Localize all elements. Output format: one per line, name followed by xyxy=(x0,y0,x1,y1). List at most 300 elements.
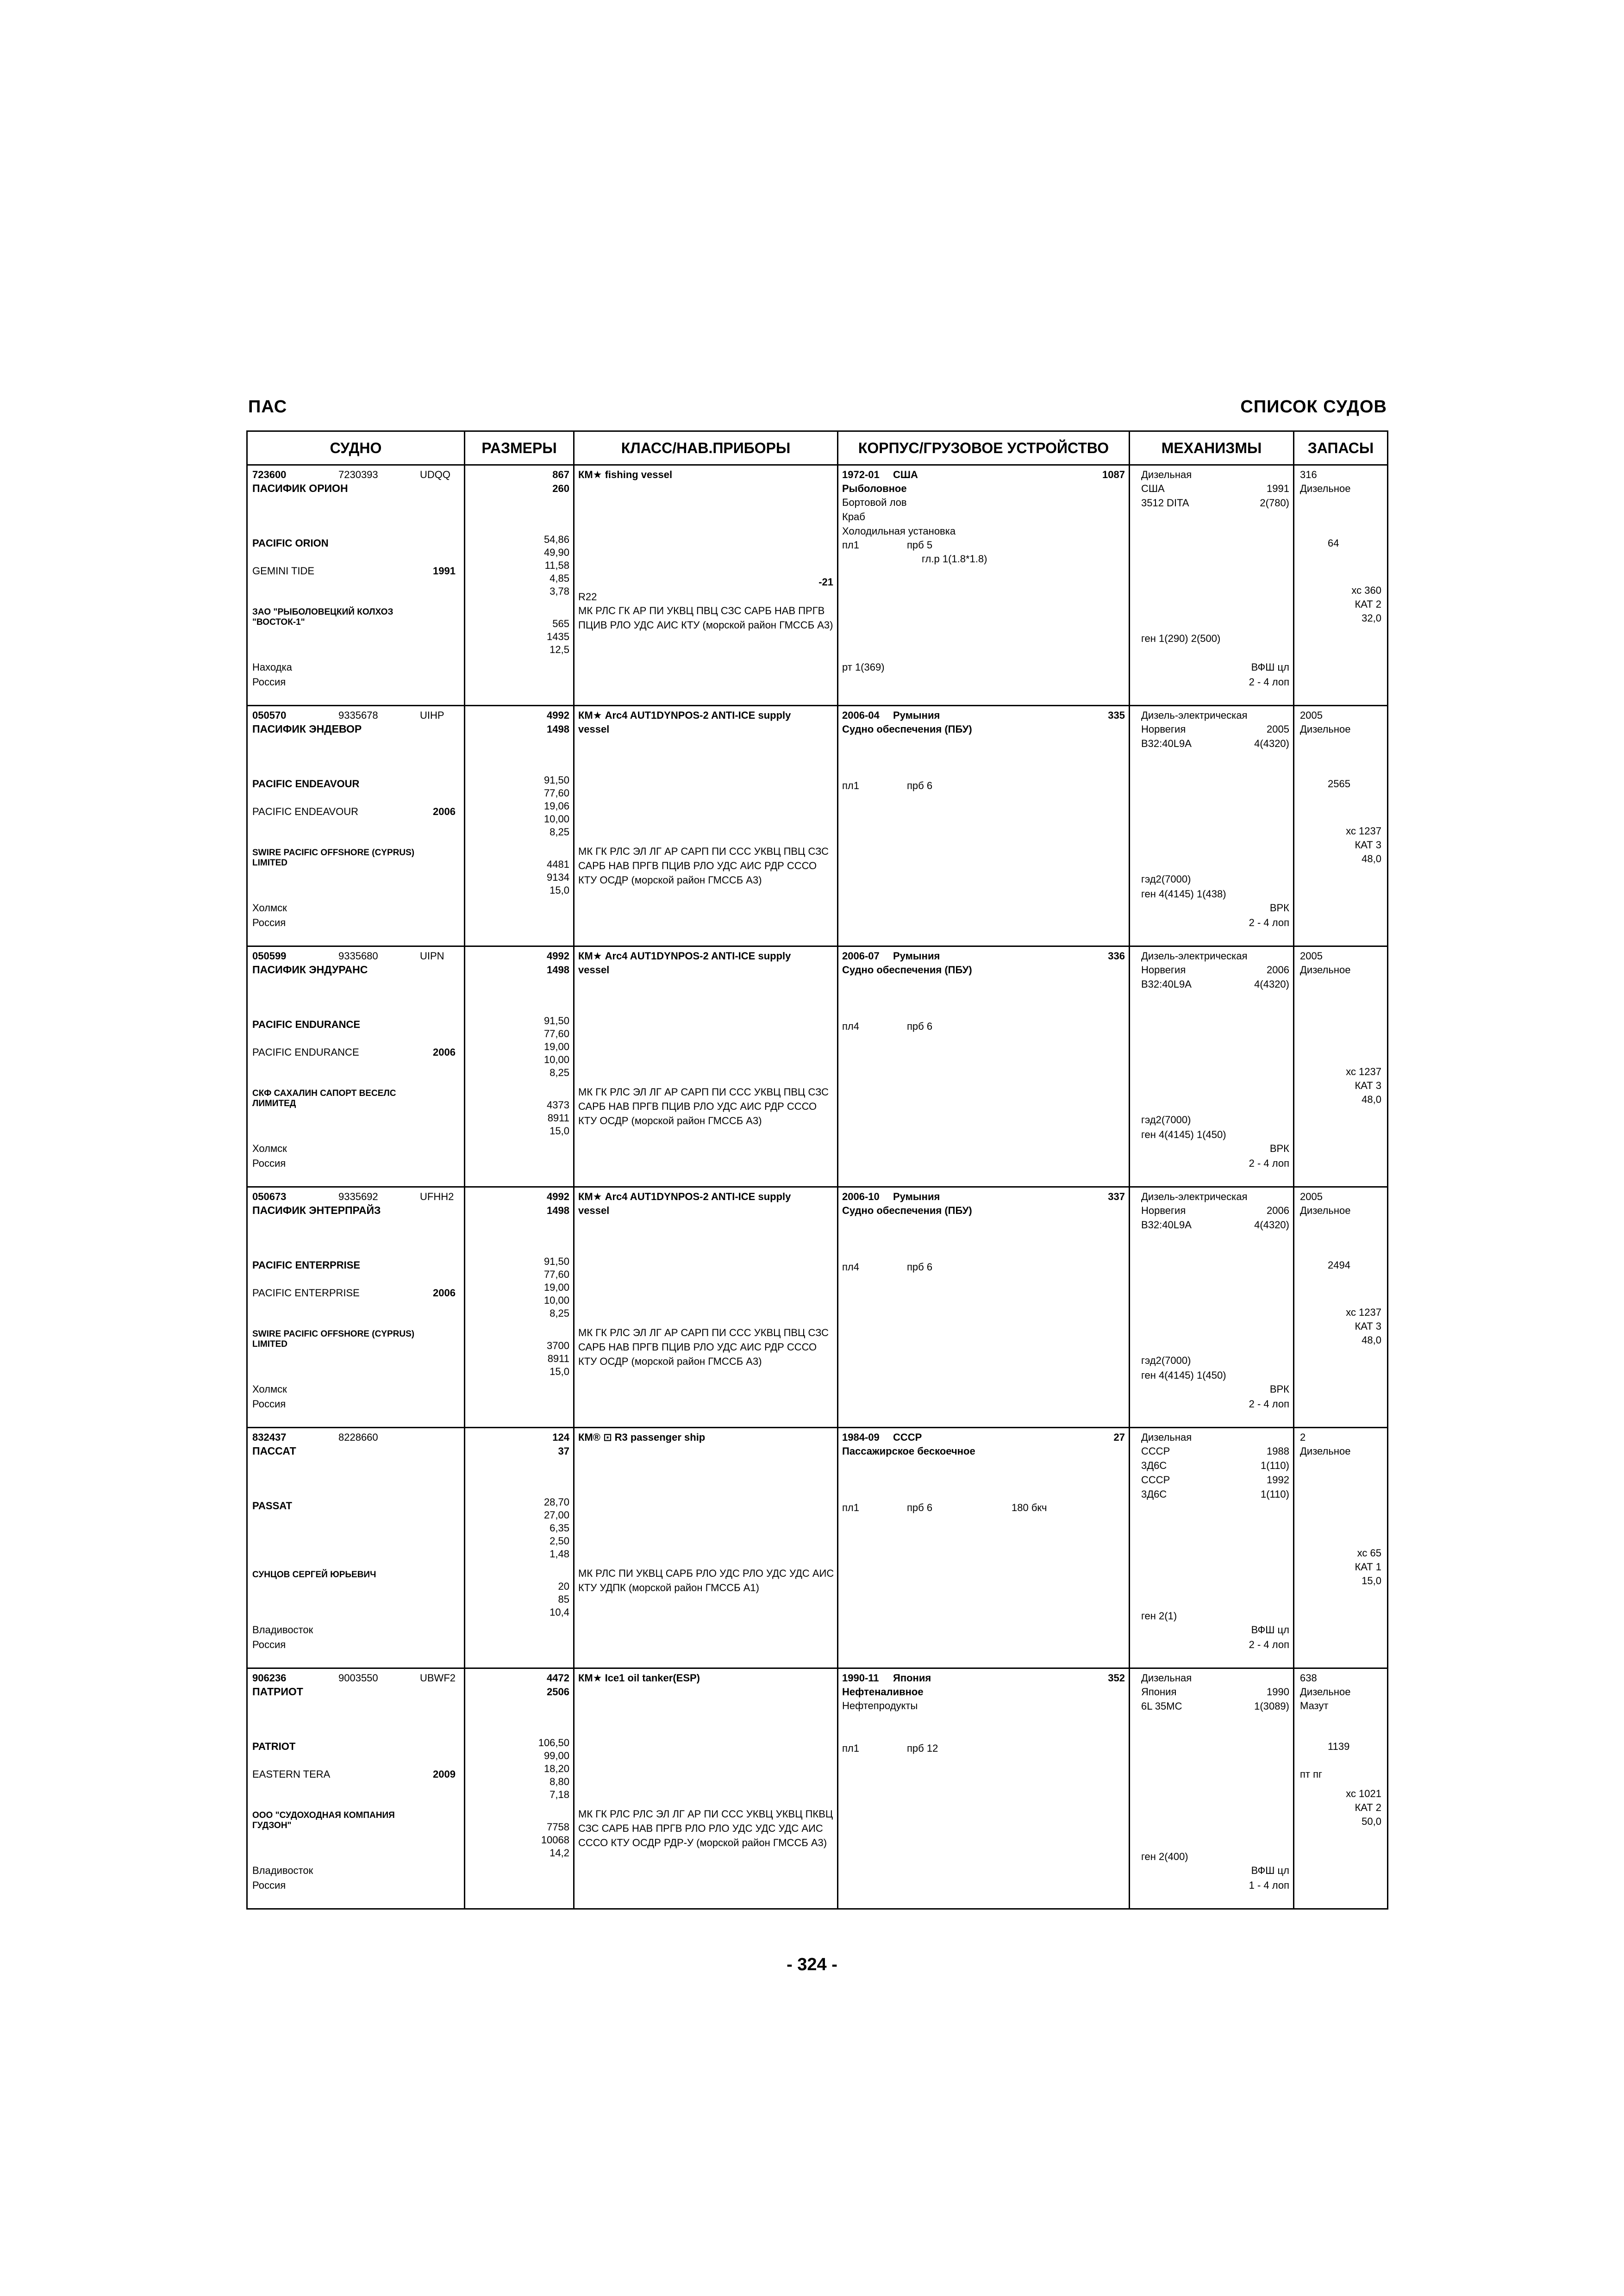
dimensions-cell xyxy=(465,465,574,706)
list-item: 91,50 xyxy=(543,1015,569,1027)
list-item: 106,50 xyxy=(538,1737,569,1748)
ship-record xyxy=(247,1187,1388,1428)
deadweight-list xyxy=(541,1821,569,1860)
flag-country: Россия xyxy=(252,1879,286,1891)
gross-tonnage: 4992 xyxy=(547,950,569,962)
hull-features xyxy=(842,1699,918,1713)
former-name-year: 2006 xyxy=(433,1287,456,1299)
list-item: 20 xyxy=(558,1580,569,1592)
dimensions-list xyxy=(544,1014,569,1079)
net-tonnage: 260 xyxy=(552,483,569,494)
ship-cell xyxy=(247,1668,465,1909)
class-notation-cont: vessel xyxy=(578,723,610,735)
fuel-type: Дизельное xyxy=(1300,483,1351,494)
propeller-blades: 1 - 4 лоп xyxy=(1249,1879,1289,1891)
class-notation: КМ★ Ice1 oil tanker(ESP) xyxy=(578,1672,700,1684)
cargo-hold: рт 1(369) xyxy=(842,661,885,673)
engine-value: 4(4320) xyxy=(1254,978,1289,990)
owner: СКФ САХАЛИН САПОРТ ВЕСЕЛС ЛИМИТЕД xyxy=(252,1089,396,1108)
gross-tonnage: 4992 xyxy=(547,1191,569,1202)
owner: ООО "СУДОХОДНАЯ КОМПАНИЯ ГУДЗОН" xyxy=(252,1811,395,1830)
engine-value: 2005 xyxy=(1267,723,1289,735)
machinery-cell xyxy=(1130,706,1294,946)
home-port: Находка xyxy=(252,661,292,673)
list-item: 8911 xyxy=(547,1112,569,1124)
former-name-year: 2006 xyxy=(433,806,456,817)
list-item: 15,0 xyxy=(550,1366,569,1377)
page-header-left: ПАС xyxy=(248,397,287,417)
gross-tonnage: 867 xyxy=(552,469,569,480)
hull-cell xyxy=(838,706,1130,946)
engine-value: 4(4320) xyxy=(1254,738,1289,749)
imo-number: 8228660 xyxy=(338,1431,378,1443)
list-item: 19,00 xyxy=(543,1282,569,1293)
engine-list xyxy=(1141,481,1289,510)
ship-name-ru: ПАСИФИК ЭНДЕВОР xyxy=(252,723,362,735)
former-name: PACIFIC ENDEAVOUR xyxy=(252,806,358,817)
stock-year: 2005 xyxy=(1300,1191,1323,1202)
stock-value: 32,0 xyxy=(1362,612,1381,624)
engine-row xyxy=(1141,481,1289,496)
ship-name-en: PACIFIC ENDEAVOUR xyxy=(252,778,360,790)
deck-count: пл1 xyxy=(842,1742,859,1754)
ship-name-ru: ПАСИФИК ЭНДУРАНС xyxy=(252,964,368,976)
fuel-capacity: 1139 xyxy=(1328,1741,1350,1752)
ship-cell xyxy=(247,946,465,1187)
list-item: 27,00 xyxy=(543,1509,569,1521)
engine-list xyxy=(1141,1685,1289,1713)
engine-maker: Норвегия xyxy=(1141,964,1186,976)
fuel-type: Дизельное xyxy=(1300,723,1351,735)
col-header-dimensions: РАЗМЕРЫ xyxy=(465,431,574,465)
call-sign: UIPN xyxy=(420,950,444,962)
page-number: - 324 - xyxy=(787,1955,837,1974)
engine-value: 1992 xyxy=(1267,1474,1289,1486)
list-item: 3,78 xyxy=(550,585,569,597)
ship-name-ru: ПАСИФИК ОРИОН xyxy=(252,482,348,494)
build-date: 1972-01 xyxy=(842,469,880,480)
list-item: 10,00 xyxy=(543,1294,569,1306)
ship-name-en: PACIFIC ENTERPRISE xyxy=(252,1259,361,1271)
engine-maker: СССР xyxy=(1141,1474,1170,1486)
category: КАТ 2 xyxy=(1355,1802,1381,1813)
hull-number: 337 xyxy=(1108,1191,1125,1202)
owner: SWIRE PACIFIC OFFSHORE (CYPRUS) LIMITED xyxy=(252,848,415,868)
generator-main: гэд2(7000) xyxy=(1141,1355,1191,1366)
engine-value: 1990 xyxy=(1267,1686,1289,1698)
engine-row xyxy=(1141,977,1289,991)
class-notation: КМ★ fishing vessel xyxy=(578,469,673,480)
former-name: GEMINI TIDE xyxy=(252,565,315,577)
engine-maker: B32:40L9A xyxy=(1141,978,1192,990)
reg-number: 906236 xyxy=(252,1672,287,1684)
dimensions-cell xyxy=(465,1428,574,1668)
owner: СУНЦОВ СЕРГЕЙ ЮРЬЕВИЧ xyxy=(252,1570,376,1580)
ship-record xyxy=(247,1428,1388,1668)
table-header-row xyxy=(247,431,1388,465)
class-cell xyxy=(574,465,838,706)
hull-number: 352 xyxy=(1108,1672,1125,1684)
machinery-cell xyxy=(1130,946,1294,1187)
build-country: Япония xyxy=(893,1672,931,1684)
engine-list xyxy=(1141,1203,1289,1232)
cargo-hatch: гл.р 1(1.8*1.8) xyxy=(922,553,987,565)
list-item: 77,60 xyxy=(543,1269,569,1280)
category: КАТ 2 xyxy=(1355,598,1381,610)
bulkhead-count: прб 6 xyxy=(907,1020,933,1032)
fuel-capacity: 2494 xyxy=(1328,1259,1350,1271)
fuel-type: Дизельное xyxy=(1300,1686,1351,1698)
reg-number: 832437 xyxy=(252,1431,287,1443)
ship-name-en: PACIFIC ORION xyxy=(252,537,329,549)
engine-value: 2006 xyxy=(1267,964,1289,976)
generator-main: ген 1(290) 2(500) xyxy=(1141,633,1221,644)
list-item: 8,25 xyxy=(550,826,569,838)
imo-number: 7230393 xyxy=(338,469,378,480)
propeller-blades: 2 - 4 лоп xyxy=(1249,676,1289,688)
stock-value: 48,0 xyxy=(1362,853,1381,865)
cold-storage: хс 65 xyxy=(1357,1547,1381,1559)
ship-name-en: PATRIOT xyxy=(252,1741,296,1752)
former-name: PACIFIC ENTERPRISE xyxy=(252,1287,360,1299)
flag-country: Россия xyxy=(252,1157,286,1169)
list-item: 8,25 xyxy=(550,1307,569,1319)
ship-name-en: PACIFIC ENDURANCE xyxy=(252,1019,361,1030)
stock-value: 48,0 xyxy=(1362,1094,1381,1105)
list-item: 12,5 xyxy=(550,644,569,655)
class-cell xyxy=(574,1187,838,1428)
nav-instruments: МК ГК РЛС ЭЛ ЛГ АР САРП ПИ ССС УКВЦ ПВЦ СЗС САРБ НАВ ПРГВ ПЦИВ РЛО УДС АИС РДР СССО КТУ ОСДР (морской район ГМССБ А3) xyxy=(578,846,829,886)
stock-value: 50,0 xyxy=(1362,1816,1381,1827)
engine-maker: 3Д6С xyxy=(1141,1488,1167,1500)
category: КАТ 3 xyxy=(1355,1320,1381,1332)
generator-main: гэд2(7000) xyxy=(1141,1114,1191,1126)
list-item: Бортовой лов xyxy=(842,497,907,508)
owner: ЗАО "РЫБОЛОВЕЦКИЙ КОЛХОЗ "ВОСТОК-1" xyxy=(252,607,394,627)
fuel-type-2: Мазут xyxy=(1300,1700,1329,1711)
class-cell xyxy=(574,706,838,946)
engine-row xyxy=(1141,1203,1289,1218)
cold-storage: хс 1237 xyxy=(1346,825,1381,837)
engine-maker: B32:40L9A xyxy=(1141,738,1192,749)
reg-number: 050599 xyxy=(252,950,287,962)
class-notation: КМ® ⊡ R3 passenger ship xyxy=(578,1431,706,1443)
build-date: 2006-04 xyxy=(842,709,880,721)
generator-aux: ген 4(4145) 1(450) xyxy=(1141,1129,1226,1140)
stocks-cell xyxy=(1294,1187,1388,1428)
fuel-capacity: 64 xyxy=(1328,537,1339,549)
list-item: 49,90 xyxy=(543,547,569,558)
stock-year: 2005 xyxy=(1300,709,1323,721)
col-header-machinery: МЕХАНИЗМЫ xyxy=(1130,431,1294,465)
build-date: 2006-10 xyxy=(842,1191,880,1202)
engine-row xyxy=(1141,1487,1289,1501)
hull-features xyxy=(842,495,956,538)
engine-value: 4(4320) xyxy=(1254,1219,1289,1231)
engine-row xyxy=(1141,1473,1289,1487)
list-item: 10,00 xyxy=(543,1054,569,1065)
build-country: Румыния xyxy=(893,1191,940,1202)
bulkhead-count: прб 6 xyxy=(907,1502,933,1513)
list-item: 11,58 xyxy=(544,560,569,571)
engine-list xyxy=(1141,722,1289,751)
stocks-cell xyxy=(1294,465,1388,706)
engine-row xyxy=(1141,1218,1289,1232)
bulkhead-count: прб 6 xyxy=(907,1261,933,1273)
propeller-blades: 2 - 4 лоп xyxy=(1249,1398,1289,1410)
col-header-class: КЛАСС/НАВ.ПРИБОРЫ xyxy=(574,431,838,465)
cold-storage: хс 360 xyxy=(1351,585,1381,596)
propeller-type: ВРК xyxy=(1269,1383,1289,1395)
propeller-type: ВРК xyxy=(1269,1143,1289,1154)
build-date: 1984-09 xyxy=(842,1431,880,1443)
engine-row xyxy=(1141,722,1289,736)
owner: SWIRE PACIFIC OFFSHORE (CYPRUS) LIMITED xyxy=(252,1329,415,1349)
ship-cell xyxy=(247,1428,465,1668)
hull-cell xyxy=(838,1428,1130,1668)
engine-maker: Норвегия xyxy=(1141,1205,1186,1216)
ship-name-ru: ПАСИФИК ЭНТЕРПРАЙЗ xyxy=(252,1204,381,1216)
list-item: 10,00 xyxy=(543,813,569,825)
engine-list xyxy=(1141,963,1289,991)
flag-country: Россия xyxy=(252,676,286,688)
list-item: 10068 xyxy=(541,1834,569,1846)
list-item: 14,2 xyxy=(550,1847,569,1859)
engine-row xyxy=(1141,496,1289,510)
ship-register-table xyxy=(246,430,1388,1910)
ship-cell xyxy=(247,1187,465,1428)
reg-number: 050570 xyxy=(252,709,287,721)
list-item: 8,80 xyxy=(550,1776,569,1787)
engine-row xyxy=(1141,1458,1289,1473)
former-name-year: 2009 xyxy=(433,1768,456,1780)
deck-count: пл4 xyxy=(842,1261,859,1273)
hull-number: 335 xyxy=(1108,709,1125,721)
list-item: 8911 xyxy=(547,1353,569,1364)
stock-year: 2005 xyxy=(1300,950,1323,962)
deck-count: пл1 xyxy=(842,780,859,791)
list-item: 19,06 xyxy=(543,800,569,812)
deadweight-list xyxy=(547,858,569,897)
list-item: 91,50 xyxy=(543,1256,569,1267)
generator-main: гэд2(7000) xyxy=(1141,873,1191,885)
imo-number: 9335692 xyxy=(338,1191,378,1202)
list-item: Холодильная установка xyxy=(842,525,956,537)
deck-count: пл1 xyxy=(842,1502,859,1513)
engine-maker: 3Д6С xyxy=(1141,1460,1167,1471)
list-item: 85 xyxy=(558,1593,569,1605)
propeller-blades: 2 - 4 лоп xyxy=(1249,1157,1289,1169)
net-tonnage: 2506 xyxy=(547,1686,569,1698)
propeller-type: ВФШ цл xyxy=(1251,661,1289,673)
list-item: 91,50 xyxy=(543,774,569,786)
hull-number: 27 xyxy=(1113,1431,1125,1443)
engine-type: Дизельная xyxy=(1141,1672,1192,1684)
stock-year: 638 xyxy=(1300,1672,1317,1684)
engine-value: 1988 xyxy=(1267,1445,1289,1457)
flag-country: Россия xyxy=(252,917,286,928)
engine-maker: СССР xyxy=(1141,1445,1170,1457)
deadweight-list xyxy=(547,617,569,656)
nav-instruments: МК РЛС ПИ УКВЦ САРБ РЛО УДС РЛО УДС УДС АИС КТУ УДПК (морской район ГМССБ А1) xyxy=(578,1568,834,1593)
reg-number: 723600 xyxy=(252,469,287,480)
build-country: США xyxy=(893,469,918,480)
former-name: PACIFIC ENDURANCE xyxy=(252,1046,359,1058)
engine-type: Дизель-электрическая xyxy=(1141,709,1248,721)
net-tonnage: 1498 xyxy=(547,1205,569,1216)
class-notation: КМ★ Arc4 AUT1DYNPOS-2 ANTI-ICE supply xyxy=(578,950,791,962)
ship-name-en: PASSAT xyxy=(252,1500,292,1512)
list-item: 8,25 xyxy=(550,1067,569,1078)
list-item: Нефтепродукты xyxy=(842,1700,918,1711)
engine-maker: B32:40L9A xyxy=(1141,1219,1192,1231)
hull-cell xyxy=(838,465,1130,706)
nav-instruments: МК ГК РЛС ЭЛ ЛГ АР САРП ПИ ССС УКВЦ ПВЦ СЗС САРБ НАВ ПРГВ ПЦИВ РЛО УДС АИС РДР СССО КТУ ОСДР (морской район ГМССБ А3) xyxy=(578,1327,829,1367)
list-item: 7758 xyxy=(547,1821,569,1833)
engine-value: 2006 xyxy=(1267,1205,1289,1216)
propeller-blades: 2 - 4 лоп xyxy=(1249,1639,1289,1650)
stocks-cell xyxy=(1294,1428,1388,1668)
list-item: 99,00 xyxy=(543,1750,569,1761)
engine-value: 2(780) xyxy=(1260,497,1289,509)
stock-extra: пт пг xyxy=(1300,1768,1323,1780)
class-cell xyxy=(574,946,838,1187)
list-item: 3700 xyxy=(547,1340,569,1351)
stock-year: 2 xyxy=(1300,1431,1306,1443)
list-item: 1,48 xyxy=(550,1548,569,1560)
propeller-type: ВФШ цл xyxy=(1251,1865,1289,1876)
propeller-blades: 2 - 4 лоп xyxy=(1249,917,1289,928)
former-name-year: 1991 xyxy=(433,565,456,577)
nav-instruments: МК ГК РЛС РЛС ЭЛ ЛГ АР ПИ ССС УКВЦ УКВЦ ПКВЦ СЗС САРБ НАВ ПРГВ РЛО РЛО УДС УДС УДС АИС СССО КТУ ОСДР РДР-У (морской район ГМССБ А3) xyxy=(578,1808,833,1848)
class-notation: КМ★ Arc4 AUT1DYNPOS-2 ANTI-ICE supply xyxy=(578,709,791,721)
stock-value: 48,0 xyxy=(1362,1334,1381,1346)
engine-row xyxy=(1141,1444,1289,1458)
list-item: Краб xyxy=(842,511,865,523)
engine-row xyxy=(1141,1685,1289,1699)
list-item: 18,20 xyxy=(543,1763,569,1774)
ship-record xyxy=(247,1668,1388,1909)
machinery-cell xyxy=(1130,1668,1294,1909)
list-item: 9134 xyxy=(547,871,569,883)
net-tonnage: 37 xyxy=(558,1445,569,1457)
bulkhead-count: прб 12 xyxy=(907,1742,938,1754)
list-item: 4373 xyxy=(547,1099,569,1111)
list-item: 4481 xyxy=(547,859,569,870)
propeller-type: ВФШ цл xyxy=(1251,1624,1289,1636)
list-item: 15,0 xyxy=(550,884,569,896)
hull-number: 336 xyxy=(1108,950,1125,962)
engine-row xyxy=(1141,1699,1289,1713)
ship-type: Судно обеспечения (ПБУ) xyxy=(842,723,972,735)
category: КАТ 1 xyxy=(1355,1561,1381,1573)
ship-type: Пассажирское бескоечное xyxy=(842,1445,975,1457)
ship-record xyxy=(247,465,1388,706)
build-country: Румыния xyxy=(893,709,940,721)
class-notation-cont: vessel xyxy=(578,1205,610,1216)
dimensions-cell xyxy=(465,706,574,946)
dimensions-cell xyxy=(465,946,574,1187)
former-name-year: 2006 xyxy=(433,1046,456,1058)
col-header-stocks: ЗАПАСЫ xyxy=(1294,431,1388,465)
cold-storage: хс 1021 xyxy=(1346,1788,1381,1799)
build-country: Румыния xyxy=(893,950,940,962)
gross-tonnage: 4472 xyxy=(547,1672,569,1684)
flag-country: Россия xyxy=(252,1398,286,1410)
deadweight-list xyxy=(550,1580,569,1619)
list-item: 77,60 xyxy=(543,1028,569,1039)
stock-value: 15,0 xyxy=(1362,1575,1381,1587)
stock-year: 316 xyxy=(1300,469,1317,480)
bulkhead-count: прб 5 xyxy=(907,539,933,551)
list-item: 565 xyxy=(552,618,569,629)
gross-tonnage: 124 xyxy=(552,1431,569,1443)
call-sign: UIHP xyxy=(420,709,444,721)
home-port: Владивосток xyxy=(252,1624,313,1636)
ship-type: Нефтеналивное xyxy=(842,1686,924,1698)
cold-storage: хс 1237 xyxy=(1346,1066,1381,1077)
dimensions-list xyxy=(544,1255,569,1320)
list-item: 28,70 xyxy=(543,1496,569,1508)
engine-row xyxy=(1141,963,1289,977)
fuel-type: Дизельное xyxy=(1300,1205,1351,1216)
build-country: СССР xyxy=(893,1431,922,1443)
list-item: 4,85 xyxy=(550,572,569,584)
hull-cell xyxy=(838,946,1130,1187)
stocks-cell xyxy=(1294,946,1388,1187)
cold-storage: хс 1237 xyxy=(1346,1307,1381,1318)
ship-cell xyxy=(247,706,465,946)
call-sign: UFHH2 xyxy=(420,1191,454,1202)
class-notation: КМ★ Arc4 AUT1DYNPOS-2 ANTI-ICE supply xyxy=(578,1191,791,1202)
hull-extra: 180 бкч xyxy=(1012,1502,1047,1513)
list-item: 7,18 xyxy=(550,1789,569,1800)
build-date: 1990-11 xyxy=(842,1672,879,1684)
nav-region: R22 xyxy=(578,591,597,603)
engine-type: Дизельная xyxy=(1141,469,1192,480)
nav-instruments: МК РЛС ГК АР ПИ УКВЦ ПВЦ СЗС САРБ НАВ ПРГВ ПЦИВ РЛО УДС АИС КТУ (морской район ГМССБ А3) xyxy=(578,605,833,631)
engine-row xyxy=(1141,736,1289,751)
ship-cell xyxy=(247,465,465,706)
hull-cell xyxy=(838,1668,1130,1909)
list-item: 19,00 xyxy=(543,1041,569,1052)
stocks-cell xyxy=(1294,1668,1388,1909)
home-port: Холмск xyxy=(252,902,287,914)
deck-count: пл1 xyxy=(842,539,859,551)
engine-maker: 3512 DITA xyxy=(1141,497,1189,509)
ice-mark: -21 xyxy=(818,576,833,588)
net-tonnage: 1498 xyxy=(547,723,569,735)
hull-cell xyxy=(838,1187,1130,1428)
generator-aux: ген 4(4145) 1(438) xyxy=(1141,888,1226,900)
imo-number: 9335678 xyxy=(338,709,378,721)
call-sign: UDQQ xyxy=(420,469,450,480)
engine-maker: Япония xyxy=(1141,1686,1177,1698)
list-item: 6,35 xyxy=(550,1522,569,1534)
deadweight-list xyxy=(547,1099,569,1138)
ship-type: Рыболовное xyxy=(842,483,907,494)
class-notation-cont: vessel xyxy=(578,964,610,976)
page-header-right: СПИСОК СУДОВ xyxy=(1240,397,1387,417)
ship-type: Судно обеспечения (ПБУ) xyxy=(842,1205,972,1216)
engine-list xyxy=(1141,1444,1289,1501)
dimensions-list xyxy=(538,1736,569,1801)
generator-aux: ген 2(400) xyxy=(1141,1851,1188,1862)
engine-value: 1991 xyxy=(1267,483,1289,494)
machinery-cell xyxy=(1130,1428,1294,1668)
engine-type: Дизель-электрическая xyxy=(1141,1191,1248,1202)
imo-number: 9003550 xyxy=(338,1672,378,1684)
